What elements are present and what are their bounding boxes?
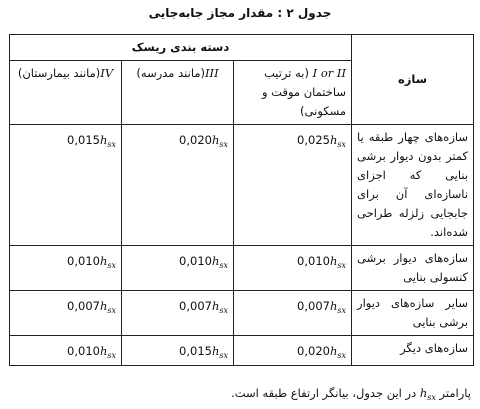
structure-cell: سازه‌های چهار طبقه یا کمتر بدون دیوار برشی بنایی که اجزای ناسازه‌ای آن برای جابجایی زلزله طراحی شده‌اند. xyxy=(352,125,474,246)
value-symbol: h xyxy=(211,254,220,268)
value-symbol: h xyxy=(99,344,108,358)
value-subscript: sx xyxy=(107,140,117,149)
value-cell-category-4 xyxy=(10,125,122,246)
header-category-1-2 xyxy=(234,61,352,125)
footnote-prefix: پارامتر xyxy=(435,386,471,400)
value-symbol: h xyxy=(329,254,338,268)
table-row xyxy=(10,125,474,246)
value-subscript: sx xyxy=(107,306,117,315)
table-row xyxy=(10,246,474,291)
value-cell-category-1-2 xyxy=(234,336,352,366)
structure-cell: سازه‌های دیگر xyxy=(352,336,474,366)
structure-cell: سازه‌های دیوار برشی کنسولی بنایی xyxy=(352,246,474,291)
category-4-text: (مانند بیمارستان) xyxy=(17,66,101,80)
header-category-4 xyxy=(10,61,122,125)
value-cell-category-3 xyxy=(122,246,234,291)
value-cell-category-4 xyxy=(10,291,122,336)
header-risk-category: دسته بندی ریسک xyxy=(10,35,352,61)
header-category-3 xyxy=(122,61,234,125)
footnote-symbol-subscript: sx xyxy=(427,393,436,402)
value-subscript: sx xyxy=(219,261,229,270)
category-3-roman: III xyxy=(204,66,219,80)
value-cell-category-1-2 xyxy=(234,291,352,336)
value-subscript: sx xyxy=(107,351,117,360)
value-cell-category-1-2 xyxy=(234,246,352,291)
value-cell-category-3 xyxy=(122,125,234,246)
value-cell-category-3 xyxy=(122,291,234,336)
allowable-drift-table xyxy=(9,34,474,366)
value-subscript: sx xyxy=(337,351,347,360)
value-number: 0,010 xyxy=(67,254,100,268)
value-number: 0,010 xyxy=(179,254,212,268)
value-cell-category-4 xyxy=(10,246,122,291)
value-cell-category-3 xyxy=(122,336,234,366)
value-symbol: h xyxy=(329,133,338,147)
value-subscript: sx xyxy=(219,306,229,315)
value-number: 0,007 xyxy=(179,299,212,313)
value-number: 0,010 xyxy=(67,344,100,358)
value-number: 0,020 xyxy=(297,344,330,358)
value-number: 0,015 xyxy=(67,133,100,147)
value-number: 0,015 xyxy=(179,344,212,358)
structure-cell: سایر سازه‌های دیوار برشی بنایی xyxy=(352,291,474,336)
value-subscript: sx xyxy=(337,140,347,149)
value-symbol: h xyxy=(211,344,220,358)
value-number: 0,020 xyxy=(179,133,212,147)
value-subscript: sx xyxy=(337,306,347,315)
value-symbol: h xyxy=(99,299,108,313)
value-subscript: sx xyxy=(219,140,229,149)
value-symbol: h xyxy=(99,133,108,147)
table-row xyxy=(10,291,474,336)
value-number: 0,025 xyxy=(297,133,330,147)
value-subscript: sx xyxy=(337,261,347,270)
value-number: 0,007 xyxy=(297,299,330,313)
category-3-text: (مانند مدرسه) xyxy=(136,66,205,80)
footnote-symbol xyxy=(420,386,436,400)
header-row-1 xyxy=(10,35,474,61)
header-structure: سازه xyxy=(352,35,474,125)
value-symbol: h xyxy=(329,299,338,313)
value-symbol: h xyxy=(211,299,220,313)
table-row xyxy=(10,336,474,366)
category-1-2-text: (به ترتیب ساختمان موقت و مسکونی) xyxy=(261,66,347,118)
value-symbol: h xyxy=(211,133,220,147)
category-4-roman: IV xyxy=(100,66,114,80)
value-number: 0,010 xyxy=(297,254,330,268)
footnote-suffix: در این جدول، بیانگر ارتفاع طبقه است. xyxy=(231,386,420,400)
footnote-symbol-h: h xyxy=(419,386,428,400)
value-symbol: h xyxy=(329,344,338,358)
value-symbol: h xyxy=(99,254,108,268)
value-cell-category-1-2 xyxy=(234,125,352,246)
footnote xyxy=(9,384,471,404)
value-cell-category-4 xyxy=(10,336,122,366)
category-1-2-roman: I or II xyxy=(312,66,347,80)
value-subscript: sx xyxy=(219,351,229,360)
table-caption: جدول ۲ : مقدار مجاز جابه‌جایی xyxy=(148,6,332,20)
value-number: 0,007 xyxy=(67,299,100,313)
value-subscript: sx xyxy=(107,261,117,270)
